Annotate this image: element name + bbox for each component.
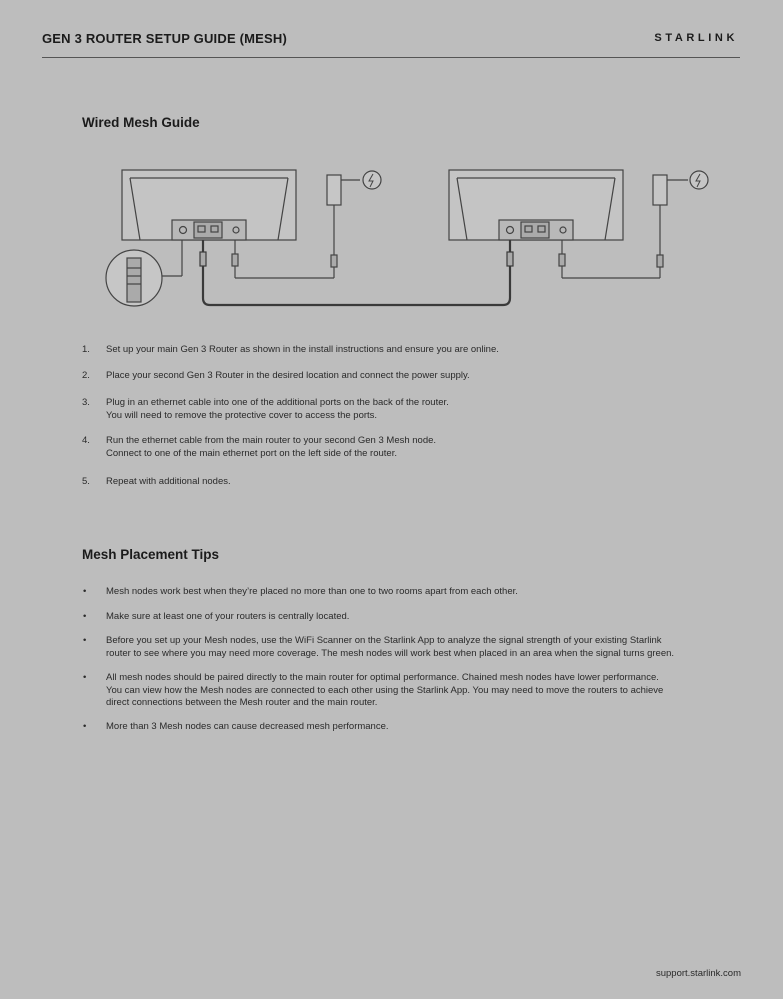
port-detail-magnifier: [106, 240, 182, 306]
document-title: GEN 3 ROUTER SETUP GUIDE (MESH): [42, 31, 288, 46]
page-header: [42, 31, 740, 58]
bullet: •: [83, 586, 87, 597]
tip-text: direct connections between the Mesh router and the main router.: [106, 697, 378, 708]
step-text: Plug in an ethernet cable into one of the additional ports on the back of the router.: [106, 397, 449, 408]
tip-text: Before you set up your Mesh nodes, use the WiFi Scanner on the Starlink App to analyze the signal strength of your existing Starlink: [106, 635, 662, 646]
step-text: You will need to remove the protective cover to access the ports.: [106, 409, 378, 421]
support-url[interactable]: support.starlink.com: [655, 968, 741, 979]
brand-logo-text: STARLINK: [654, 32, 738, 44]
step-number: 2.: [82, 370, 90, 381]
tip-text: Mesh nodes work best when they’re placed no more than one to two rooms apart from each other.: [106, 586, 518, 597]
step-number: 5.: [82, 476, 90, 487]
step-text: Repeat with additional nodes.: [106, 476, 231, 487]
step-text: Run the ethernet cable from the main router to your second Gen 3 Mesh node.: [106, 435, 437, 446]
tip-text: You can view how the Mesh nodes are connected to each other using the Starlink App. You may need to move the routers to achieve: [106, 684, 664, 696]
bullet: •: [83, 721, 87, 732]
bullet: •: [83, 672, 87, 683]
bullet: •: [83, 611, 87, 622]
wired-mesh-diagram: [100, 160, 720, 320]
step-number: 4.: [82, 435, 90, 446]
wired-mesh-guide-heading: Wired Mesh Guide: [82, 115, 200, 130]
mesh-placement-tips-heading: Mesh Placement Tips: [82, 547, 220, 562]
tip-text: More than 3 Mesh nodes can cause decreased mesh performance.: [106, 721, 389, 732]
bullet: •: [83, 635, 87, 646]
step-text: Set up your main Gen 3 Router as shown in the install instructions and ensure you are online.: [106, 344, 499, 355]
ethernet-cable: [200, 240, 513, 305]
main-router-illustration: [122, 170, 296, 240]
tip-text: Make sure at least one of your routers is centrally located.: [106, 611, 350, 622]
step-text: Connect to one of the main ethernet port on the left side of the router.: [106, 447, 397, 459]
step-number: 1.: [82, 344, 90, 355]
tip-text: All mesh nodes should be paired directly to the main router for optimal performance. Chained mesh nodes have lower performance.: [106, 672, 659, 683]
tip-text: router to see where you may need more coverage. The mesh nodes will work best when placed in an area when the signal turns green.: [106, 647, 675, 659]
step-text: Place your second Gen 3 Router in the desired location and connect the power supply.: [106, 370, 470, 381]
step-number: 3.: [82, 397, 90, 408]
mesh-node-router-illustration: [449, 170, 623, 240]
